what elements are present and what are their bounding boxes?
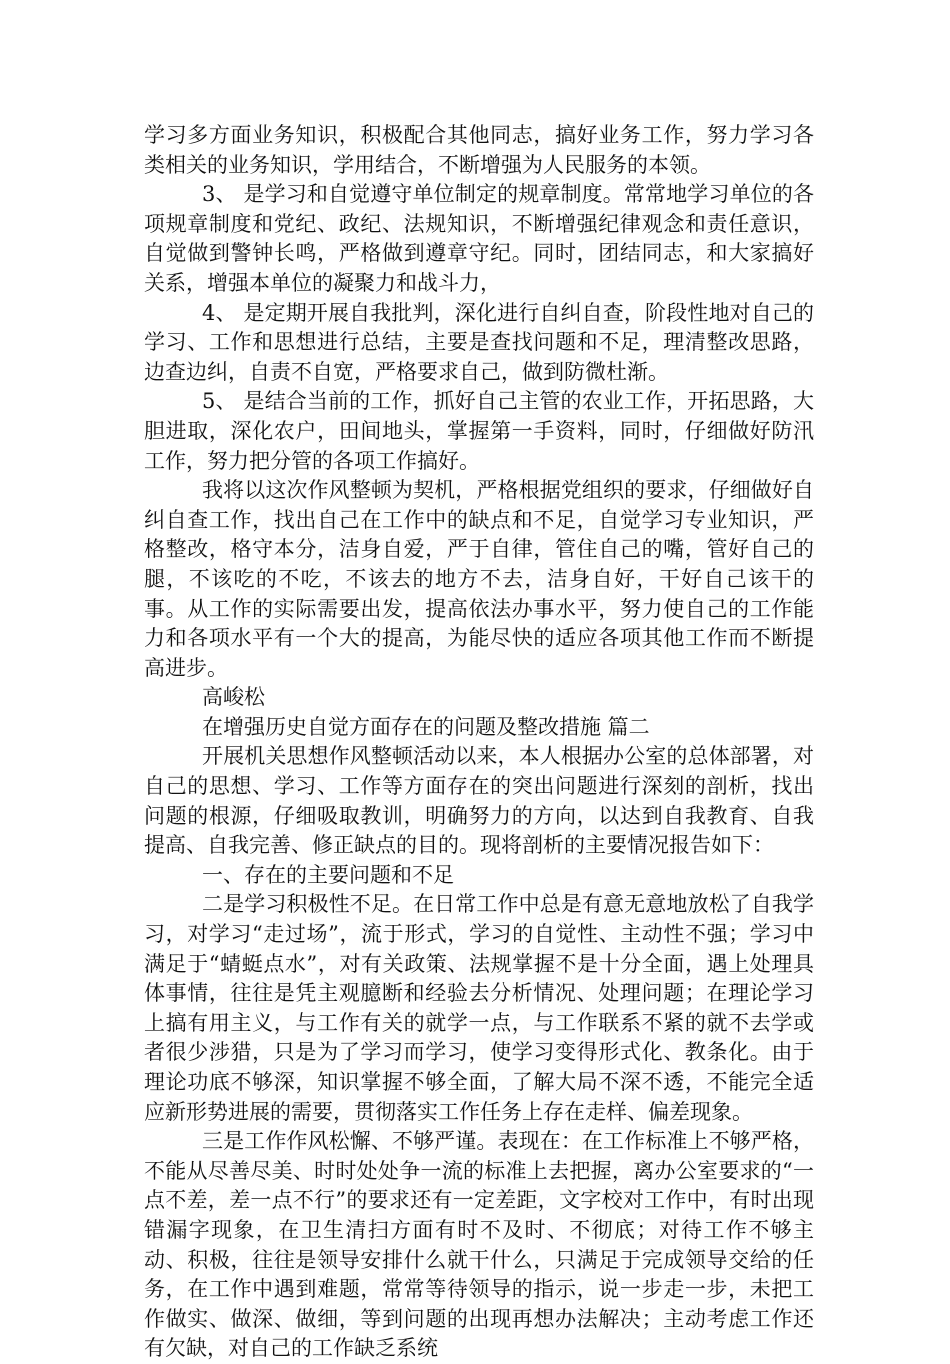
document-body: [144, 121, 814, 1364]
paragraph-item-4: 4、 是定期开展自我批判，深化进行自纠自查，阶段性地对自己的学习、工作和思想进行总结，主要是查找问题和不足，理清整改思路，边查边纠，自责不自宽，严格要求自己，做到防微杜渐。: [144, 300, 814, 384]
paragraph-item-3: 3、 是学习和自觉遵守单位制定的规章制度。常常地学习单位的各项规章制度和党纪、政纪、法规知识，不断增强纪律观念和责任意识，自觉做到警钟长鸣，严格做到遵章守纪。同时，团结同志，和大家搞好关系，增强本单位的凝聚力和战斗力，: [144, 182, 814, 295]
paragraph-problem-2: 二是学习积极性不足。在日常工作中总是有意无意地放松了自我学习，对学习“走过场”，流于形式，学习的自觉性、主动性不强；学习中满足于“蜻蜓点水”，对有关政策、法规掌握不是十分全面，遇上处理具体事情，往往是凭主观臆断和经验去分析情况、处理问题；在理论学习上搞有用主义，与工作有关的就学一点，与工作联系不紧的就不去学或者很少涉猎，只是为了学习而学习，使学习变得形式化、教条化。由于理论功底不够深，知识掌握不够全面，了解大局不深不透，不能完全适应新形势进展的需要，贯彻落实工作任务上存在走样、偏差现象。: [144, 892, 814, 1124]
paragraph-problem-3: 三是工作作风松懈、不够严谨。表现在：在工作标准上不够严格，不能从尽善尽美、时时处处争一流的标准上去把握，离办公室要求的“一点不差，差一点不行”的要求还有一定差距，文字校对工作中，有时出现错漏字现象，在卫生清扫方面有时不及时、不彻底；对待工作不够主动、积极，往往是领导安排什么就干什么，只满足于完成领导交给的任务，在工作中遇到难题，常常等待领导的指示，说一步走一步，未把工作做实、做深、做细，等到问题的出现再想办法解决；主动考虑工作还有欠缺，对自己的工作缺乏系统: [144, 1129, 814, 1361]
paragraph-study-skills: 学习多方面业务知识，积极配合其他同志，搞好业务工作，努力学习各类相关的业务知识，学用结合，不断增强为人民服务的本领。: [144, 123, 814, 177]
section-title: 在增强历史自觉方面存在的问题及整改措施 篇二: [202, 714, 650, 739]
paragraph-commitment: 我将以这次作风整顿为契机，严格根据党组织的要求，仔细做好自纠自查工作，找出自己在工作中的缺点和不足，自觉学习专业知识，严格整改，格守本分，洁身自爱，严于自律，管住自己的嘴，管好自己的腿，不该吃的不吃，不该去的地方不去，洁身自好，干好自己该干的事。从工作的实际需要出发，提高依法办事水平，努力使自己的工作能力和各项水平有一个大的提高，为能尽快的适应各项其他工作而不断提高进步。: [144, 478, 814, 680]
paragraph-item-5: 5、 是结合当前的工作，抓好自己主管的农业工作，开拓思路，大胆进取，深化农户，田间地头，掌握第一手资料，同时，仔细做好防汛工作，努力把分管的各项工作搞好。: [144, 389, 814, 473]
paragraph-intro: 开展机关思想作风整顿活动以来，本人根据办公室的总体部署，对自己的思想、学习、工作等方面存在的突出问题进行深刻的剖析，找出问题的根源，仔细吸取教训，明确努力的方向，以达到自我教育、自我提高、自我完善、修正缺点的目的。现将剖析的主要情况报告如下：: [144, 744, 814, 858]
section-heading-problems: 一、存在的主要问题和不足: [202, 862, 454, 887]
author-name: 高峻松: [202, 685, 265, 710]
